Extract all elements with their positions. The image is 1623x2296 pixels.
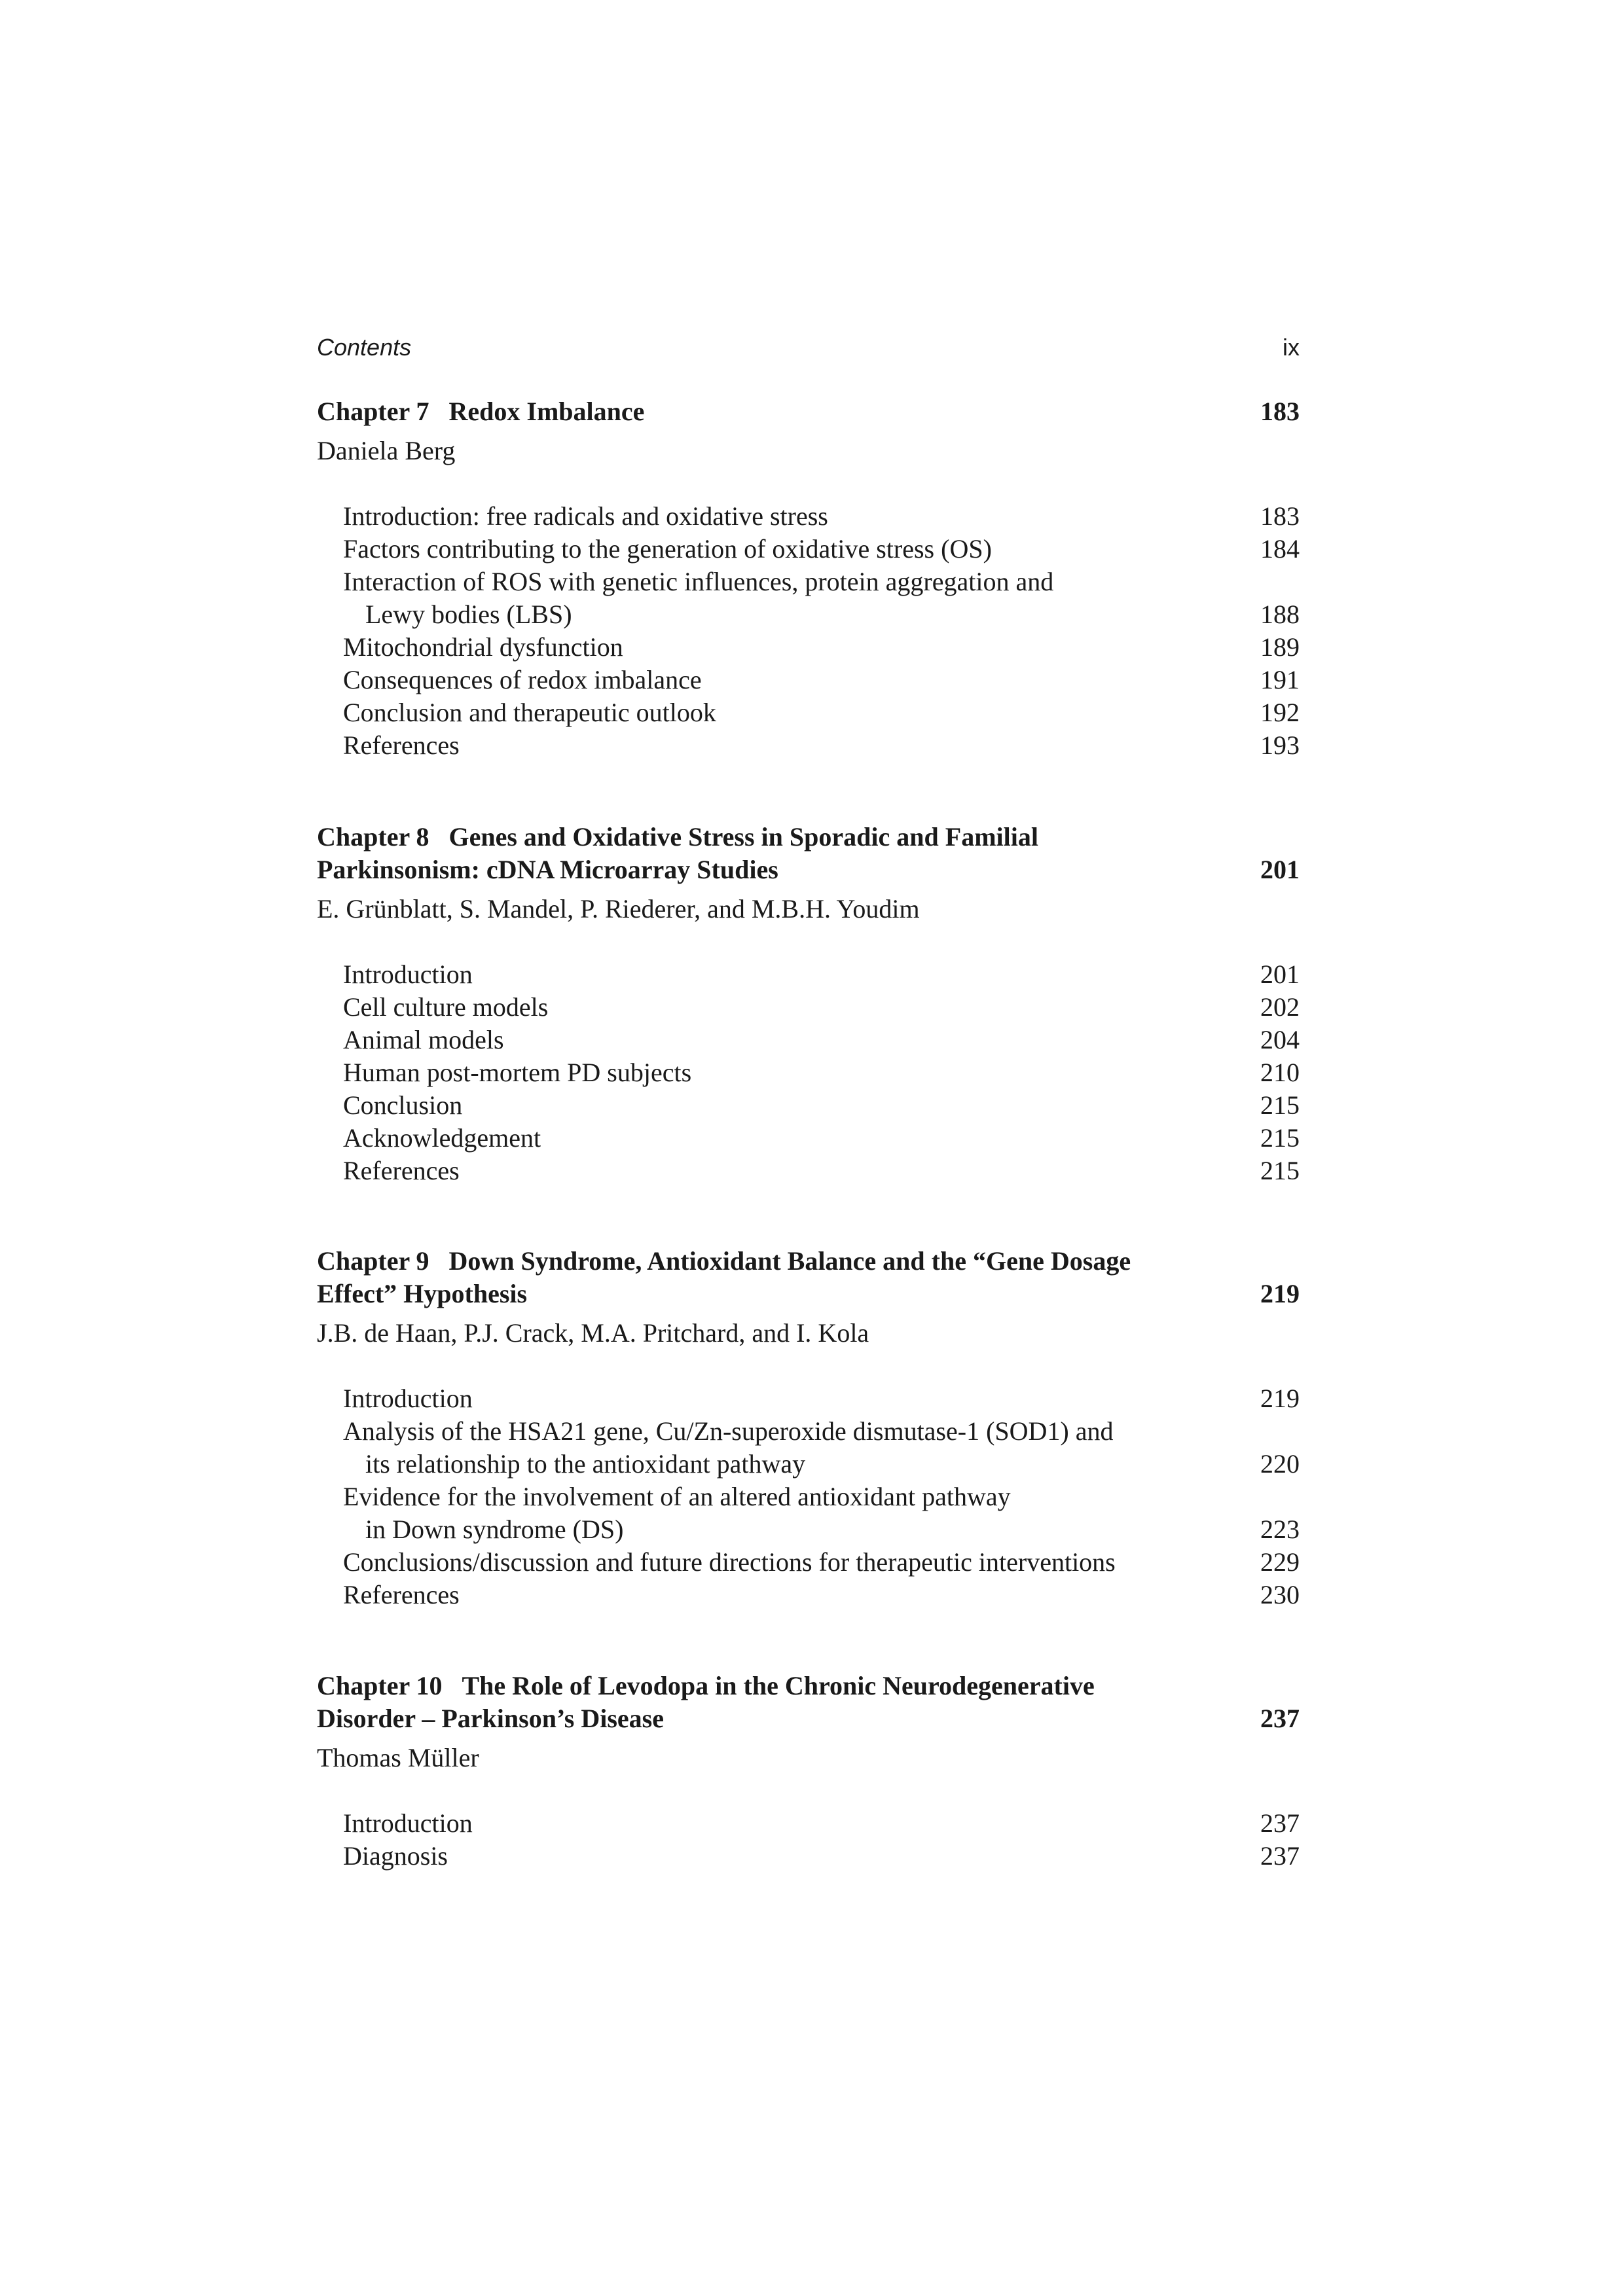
chapter-heading — [317, 395, 1300, 428]
entry-page: 215 — [1260, 1156, 1300, 1185]
chapter-number: Chapter 9 — [317, 1246, 429, 1276]
toc-entry: References 193 — [317, 729, 1300, 762]
entry-page: 229 — [1260, 1547, 1300, 1577]
entry-page: 192 — [1260, 698, 1300, 727]
toc-entry: Interaction of ROS with genetic influences, protein aggregation and Lewy bodies (LBS) 188 — [317, 565, 1300, 631]
entry-page: 219 — [1260, 1384, 1300, 1413]
running-head-title: Contents — [317, 334, 412, 361]
toc-entry: Conclusion and therapeutic outlook 192 — [317, 696, 1300, 729]
entry-page: 204 — [1260, 1025, 1300, 1054]
chapter-heading — [317, 821, 1300, 886]
toc-entry: References 230 — [317, 1579, 1300, 1611]
toc-entry: Factors contributing to the generation of oxidative stress (OS) 184 — [317, 533, 1300, 565]
toc-entry: Introduction: free radicals and oxidative stress 183 — [317, 500, 1300, 533]
entry-page: 215 — [1260, 1090, 1300, 1120]
chapter-page: 183 — [1260, 397, 1300, 426]
chapter-page: 219 — [1260, 1279, 1300, 1308]
chapter-entries — [317, 958, 1300, 1187]
chapter-7 — [317, 395, 1300, 762]
entry-page: 210 — [1260, 1058, 1300, 1087]
chapter-heading — [317, 1245, 1300, 1310]
chapter-title: Redox Imbalance — [448, 397, 645, 426]
chapter-title: Down Syndrome, Antioxidant Balance and the “Gene Dosage Effect” Hypothesis — [317, 1246, 1131, 1308]
toc-entry: Introduction 237 — [317, 1807, 1300, 1840]
chapter-number: Chapter 8 — [317, 822, 429, 852]
toc-entry: Introduction 201 — [317, 958, 1300, 991]
toc-entry: Diagnosis 237 — [317, 1840, 1300, 1873]
entry-page: 201 — [1260, 960, 1300, 989]
running-head-page-number: ix — [1283, 334, 1300, 361]
toc-entry: Introduction 219 — [317, 1382, 1300, 1415]
entry-page: 189 — [1260, 632, 1300, 662]
toc-entry: Acknowledgement 215 — [317, 1122, 1300, 1155]
entry-page: 193 — [1260, 730, 1300, 760]
chapter-title: Genes and Oxidative Stress in Sporadic and Familial Parkinsonism: cDNA Microarray Studies — [317, 822, 1038, 884]
entry-page: 184 — [1260, 534, 1300, 564]
chapter-entries — [317, 1382, 1300, 1611]
chapter-title: The Role of Levodopa in the Chronic Neurodegenerative Disorder – Parkinson’s Disease — [317, 1671, 1095, 1733]
toc-entry: Cell culture models 202 — [317, 991, 1300, 1024]
chapter-authors: Thomas Müller — [317, 1743, 479, 1772]
chapter-number: Chapter 7 — [317, 397, 429, 426]
chapter-authors: J.B. de Haan, P.J. Crack, M.A. Pritchard, and I. Kola — [317, 1318, 869, 1348]
toc-entry: Human post-mortem PD subjects 210 — [317, 1056, 1300, 1089]
toc-entry: Conclusions/discussion and future directions for therapeutic interventions 229 — [317, 1546, 1300, 1579]
chapter-heading — [317, 1670, 1300, 1735]
entry-page: 183 — [1260, 501, 1300, 531]
entry-page: 237 — [1260, 1841, 1300, 1871]
entry-page: 191 — [1260, 665, 1300, 694]
chapter-page: 201 — [1260, 855, 1300, 884]
chapter-entries — [317, 1807, 1300, 1873]
toc-entry: Consequences of redox imbalance 191 — [317, 664, 1300, 696]
toc-entry: Mitochondrial dysfunction 189 — [317, 631, 1300, 664]
entry-page: 237 — [1260, 1808, 1300, 1838]
chapter-10 — [317, 1670, 1300, 1873]
chapter-entries — [317, 500, 1300, 762]
chapter-9 — [317, 1245, 1300, 1611]
toc-entry: Evidence for the involvement of an altered antioxidant pathway in Down syndrome (DS) 223 — [317, 1480, 1300, 1546]
entry-page: 188 — [1260, 600, 1300, 629]
entry-page: 202 — [1260, 992, 1300, 1022]
toc-entry: Conclusion 215 — [317, 1089, 1300, 1122]
entry-page: 215 — [1260, 1123, 1300, 1153]
chapter-page: 237 — [1260, 1704, 1300, 1733]
chapter-8 — [317, 821, 1300, 1187]
chapter-authors: Daniela Berg — [317, 436, 456, 465]
toc-entry: Analysis of the HSA21 gene, Cu/Zn-superoxide dismutase-1 (SOD1) and its relationship to the antioxidant pathway 220 — [317, 1415, 1300, 1480]
toc-entry: Animal models 204 — [317, 1024, 1300, 1056]
toc-entry: References 215 — [317, 1155, 1300, 1187]
entry-page: 230 — [1260, 1580, 1300, 1609]
entry-page: 223 — [1260, 1515, 1300, 1544]
chapter-number: Chapter 10 — [317, 1671, 443, 1700]
chapter-authors: E. Grünblatt, S. Mandel, P. Riederer, and M.B.H. Youdim — [317, 894, 920, 924]
entry-page: 220 — [1260, 1449, 1300, 1479]
